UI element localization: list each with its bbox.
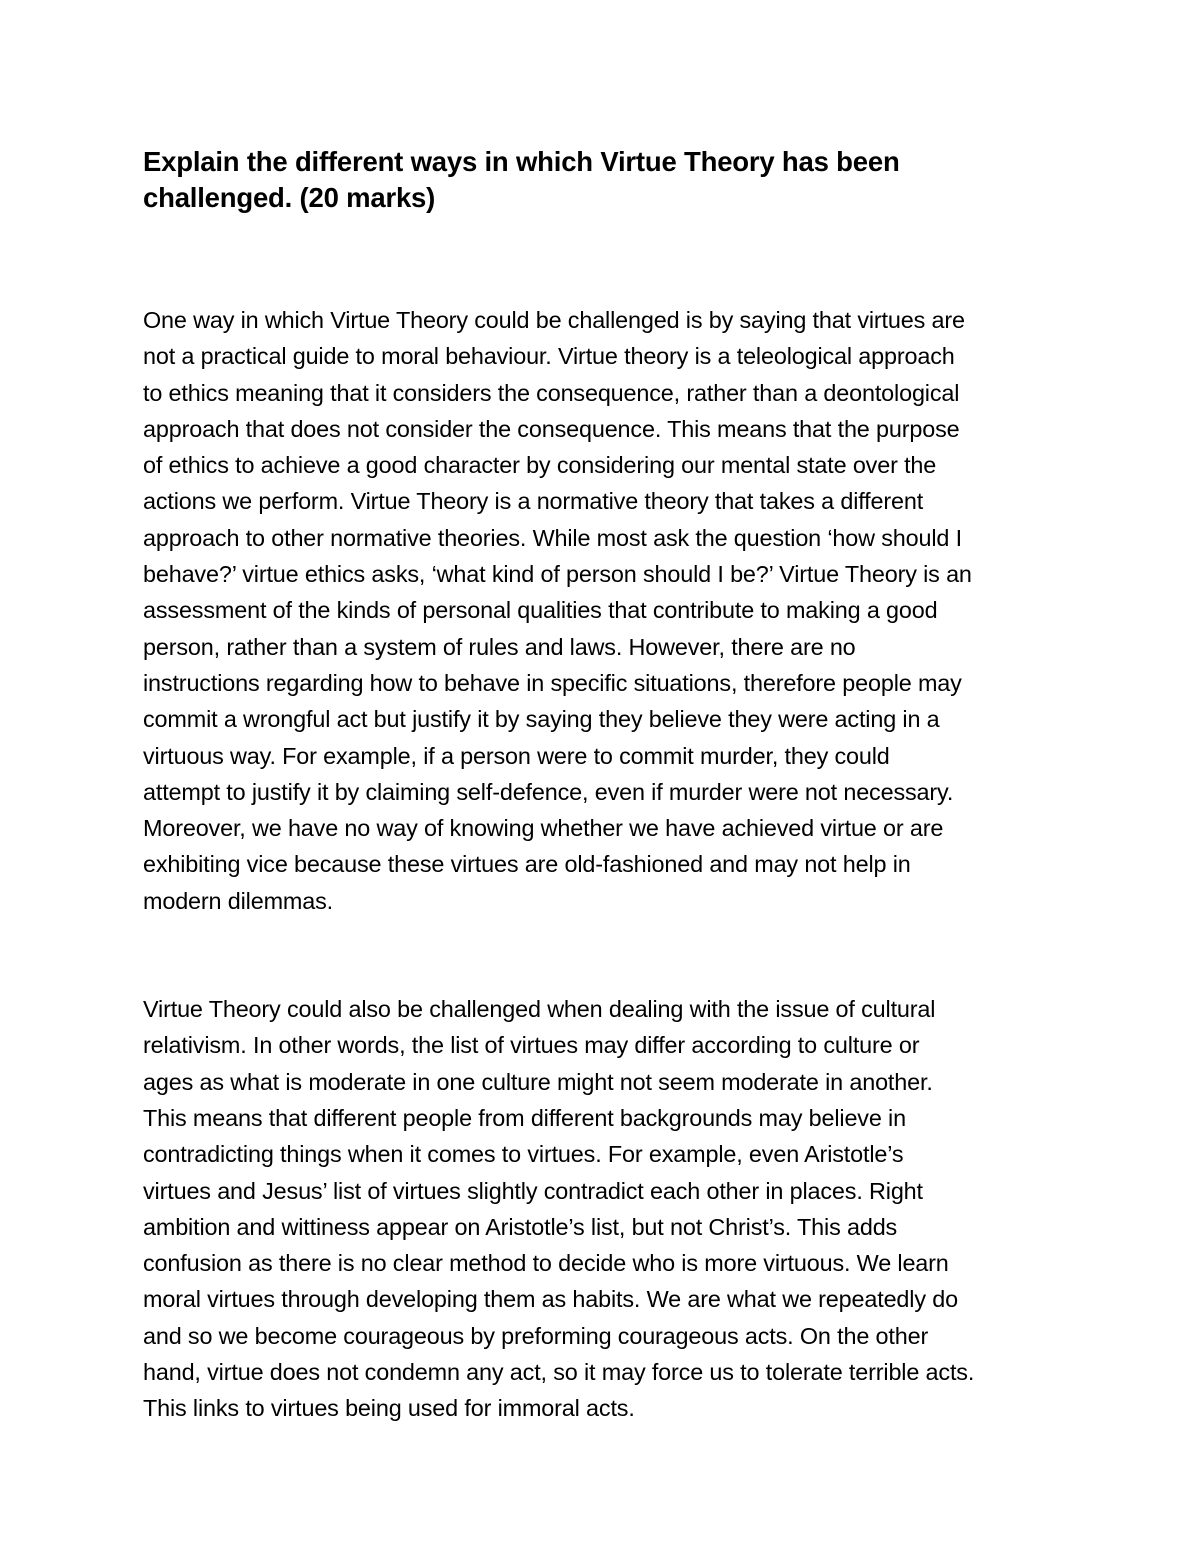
paragraph-1 xyxy=(143,302,1073,919)
paragraph-line: and so we become courageous by preforming courageous acts. On the other xyxy=(143,1322,929,1349)
paragraph-line: virtues and Jesus’ list of virtues slightly contradict each other in places. Right xyxy=(143,1177,923,1204)
paragraph-line: virtuous way. For example, if a person were to commit murder, they could xyxy=(143,742,890,769)
paragraph-line: approach to other normative theories. While most ask the question ‘how should I xyxy=(143,524,962,551)
paragraph-line: Virtue Theory could also be challenged when dealing with the issue of cultural xyxy=(143,996,936,1023)
paragraph-line: assessment of the kinds of personal qualities that contribute to making a good xyxy=(143,597,938,624)
paragraph-line: to ethics meaning that it considers the consequence, rather than a deontological xyxy=(143,379,960,406)
paragraph-2 xyxy=(143,991,1073,1427)
paragraph-line: instructions regarding how to behave in specific situations, therefore people may xyxy=(143,669,962,696)
paragraph-line: commit a wrongful act but justify it by saying they believe they were acting in a xyxy=(143,706,940,733)
paragraph-line: moral virtues through developing them as habits. We are what we repeatedly do xyxy=(143,1286,958,1313)
paragraph-line: contradicting things when it comes to virtues. For example, even Aristotle’s xyxy=(143,1141,904,1168)
title-line: Explain the different ways in which Virtue Theory has been xyxy=(143,146,900,177)
paragraph-line: Moreover, we have no way of knowing whether we have achieved virtue or are xyxy=(143,815,944,842)
document-body xyxy=(143,144,1073,1427)
paragraph-line: attempt to justify it by claiming self-defence, even if murder were not necessary. xyxy=(143,778,954,805)
paragraph-line: ambition and wittiness appear on Aristotle’s list, but not Christ’s. This adds xyxy=(143,1213,898,1240)
paragraph-line: person, rather than a system of rules and laws. However, there are no xyxy=(143,633,856,660)
paragraph-line: relativism. In other words, the list of virtues may differ according to culture or xyxy=(143,1032,920,1059)
paragraph-line: of ethics to achieve a good character by considering our mental state over the xyxy=(143,452,937,479)
title-line: challenged. (20 marks) xyxy=(143,182,436,213)
paragraph-line: This links to virtues being used for immoral acts. xyxy=(143,1395,635,1422)
paragraph-line: ages as what is moderate in one culture might not seem moderate in another. xyxy=(143,1068,933,1095)
paragraph-line: confusion as there is no clear method to decide who is more virtuous. We learn xyxy=(143,1250,949,1277)
essay-title xyxy=(143,144,1073,216)
paragraph-line: behave?’ virtue ethics asks, ‘what kind of person should I be?’ Virtue Theory is an xyxy=(143,561,972,588)
paragraph-line: exhibiting vice because these virtues are old-fashioned and may not help in xyxy=(143,851,911,878)
paragraph-line: hand, virtue does not condemn any act, so it may force us to tolerate terrible acts. xyxy=(143,1359,975,1386)
paragraph-line: actions we perform. Virtue Theory is a normative theory that takes a different xyxy=(143,488,924,515)
paragraph-line: This means that different people from different backgrounds may believe in xyxy=(143,1104,906,1131)
paragraph-line: One way in which Virtue Theory could be challenged is by saying that virtues are xyxy=(143,307,965,333)
paragraph-line: not a practical guide to moral behaviour. Virtue theory is a teleological approach xyxy=(143,343,955,370)
paragraph-line: modern dilemmas. xyxy=(143,887,333,914)
paragraph-line: approach that does not consider the consequence. This means that the purpose xyxy=(143,415,960,442)
